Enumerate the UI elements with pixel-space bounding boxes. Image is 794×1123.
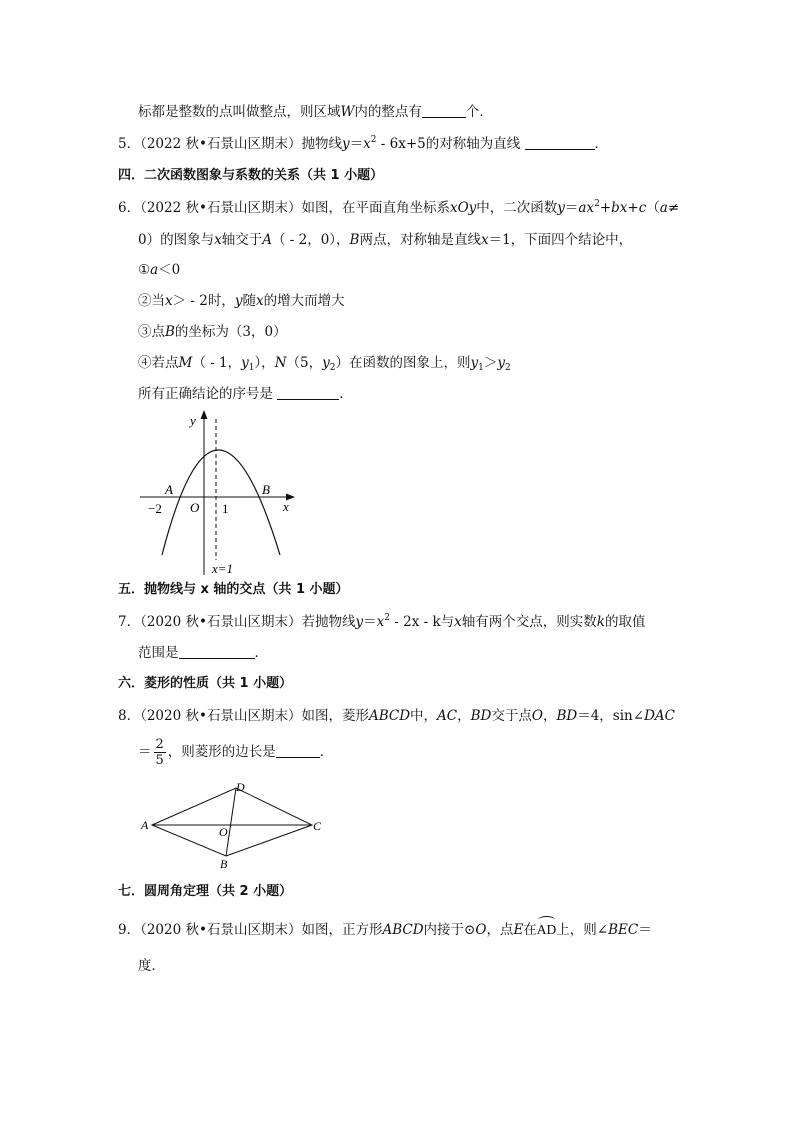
q4-tail-line [138,102,493,122]
answer-blank[interactable] [422,103,466,118]
vertex-b-label: B [220,857,228,870]
x-label: x [283,499,289,514]
question-6-ask: 所有正确结论的序号是 ． [138,386,353,402]
parabola-curve [162,450,280,555]
vertex-a-label: A [141,818,149,832]
parabola-figure [132,405,302,577]
tick-1: 1 [222,501,229,516]
fraction: $\frac{2}{5}$ [155,737,164,768]
question-9: 9．（2020 秋•石景山区期末）如图，正方形ABCD内接于⊙O，点E在AD上，则∠BEC＝ [118,922,652,938]
point-a-label: A [165,482,173,497]
question-7: 7．（2020 秋•石景山区期末）若抛物线$y=x^2 - 2x - k$与x轴有两个交点，则实数k的取值 [118,613,646,630]
text: 内的整点有 [354,104,422,120]
y-axis-arrow [201,410,208,419]
arc-ad: AD [537,920,557,940]
answer-blank[interactable] [179,644,255,659]
center-o-label: O [219,825,228,839]
conclusion-2: ②当x＞ - 2时，y随x的增大而增大 [138,293,345,309]
axis-label: x=1 [212,561,234,576]
question-source: （2020 秋•石景山区期末） [140,614,302,630]
section-heading: 四．二次函数图象与系数的关系（共 1 小题） [118,168,384,183]
rhombus-figure [138,778,328,870]
conclusion-3: ③点B的坐标为（3，0） [138,324,287,340]
diagonal-bd [226,788,236,856]
answer-blank[interactable] [525,135,595,150]
question-5: 5．（2022 秋•石景山区期末）抛物线$y=x^2 - 6x+5$的对称轴为直线 ． [118,135,609,152]
question-6: 6．（2022 秋•石景山区期末）如图，在平面直角坐标系xOy中，二次函数$y=ax^2+bx+c(a\ne$ [118,199,680,216]
vertex-d-label: D [236,780,245,794]
question-9-line-2: 度． [138,958,165,974]
question-source: （2022 秋•石景山区期末） [140,136,302,152]
rhombus-outline [152,788,312,856]
question-6-line-2: 0）的图象与x轴交于A（ - 2，0），B两点，对称轴是直线x＝1，下面四个结论中， [138,232,633,248]
question-source: （2022 秋•石景山区期末） [140,200,302,216]
text: 标都是整数的点叫做整点，则区域 [138,104,341,120]
section-heading: 六．菱形的性质（共 1 小题） [118,676,293,691]
y-label: y [190,413,196,428]
question-7-line-2: 范围是 ． [138,645,268,661]
section-heading: 五．抛物线与 x 轴的交点（共 1 小题） [118,582,349,597]
point-b-label: B [262,482,270,497]
origin-label: O [190,500,200,515]
question-source: （2020 秋•石景山区期末） [140,922,302,938]
conclusion-1: ①a＜0 [138,262,181,278]
tick-neg2: −2 [148,501,162,516]
text: 个． [465,104,493,120]
answer-blank[interactable] [276,743,320,758]
answer-blank[interactable] [277,385,339,400]
section-heading: 七．圆周角定理（共 2 小题） [118,884,293,899]
vertex-c-label: C [313,819,322,833]
question-8-line-2: ＝ $\frac{2}{5}$ ，则菱形的边长是 ． [138,737,334,768]
question-source: （2020 秋•石景山区期末） [140,708,302,724]
conclusion-4: ④若点M（ - 1，$y_1$），N（5，$y_2$）在函数的图象上，则$y_1>y_2$ [138,355,511,373]
var: W [340,104,355,120]
question-8: 8．（2020 秋•石景山区期末）如图，菱形ABCD中，AC，BD交于点O，BD＝4，sin∠DAC [118,708,675,724]
